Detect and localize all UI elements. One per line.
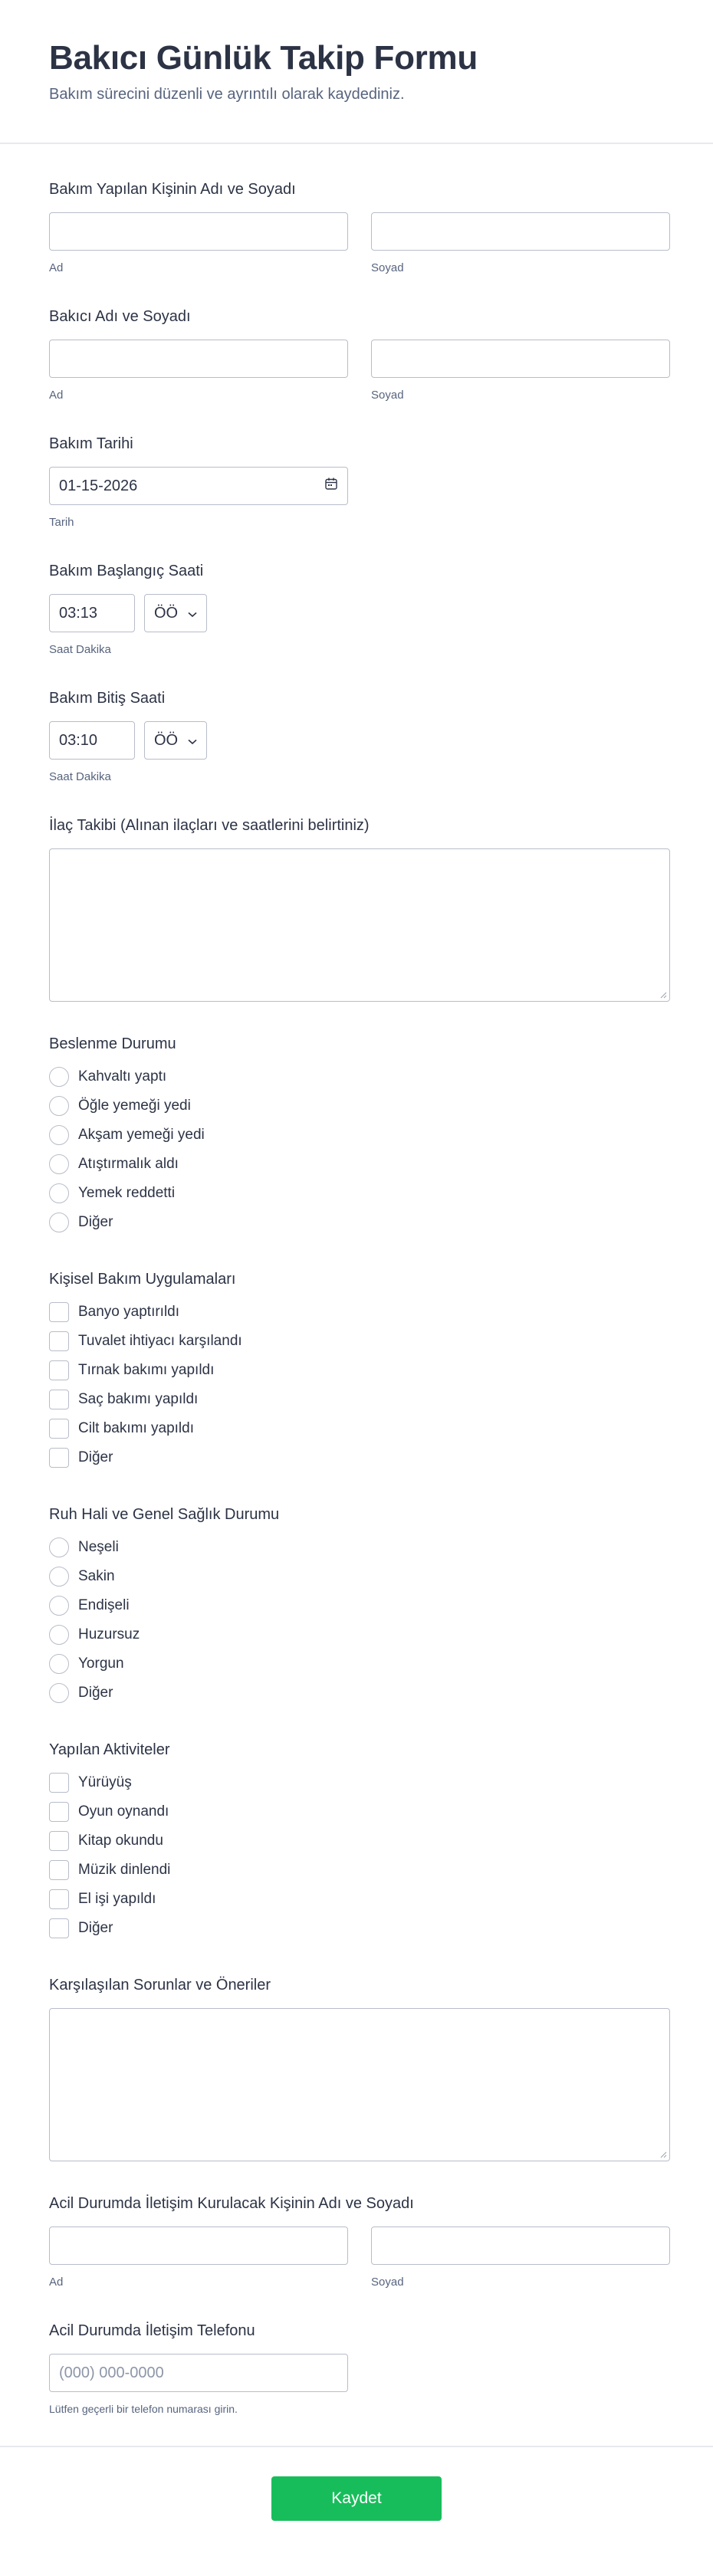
form-title: Bakıcı Günlük Takip Formu [49,39,478,77]
checkbox[interactable] [49,1773,69,1793]
form-header [0,0,713,144]
resize-grip-icon[interactable] [659,2151,667,2158]
mood-label: Ruh Hali ve Genel Sağlık Durumu [49,1506,280,1523]
chevron-down-icon [188,732,197,750]
start-time-input[interactable]: 03:13 [49,594,135,632]
radio-option[interactable] [49,1150,672,1179]
checkbox[interactable] [49,1360,69,1380]
nutrition-question [49,1035,672,1237]
option-label: Endişeli [78,1597,130,1613]
start-time-question [49,563,672,656]
radio-option[interactable] [49,1562,672,1591]
radio-option[interactable] [49,1591,672,1620]
activities-options [49,1768,672,1943]
checkbox-option[interactable] [49,1768,672,1797]
checkbox[interactable] [49,1448,69,1468]
checkbox[interactable] [49,1419,69,1439]
option-label: Diğer [78,1214,113,1230]
radio-option[interactable] [49,1620,672,1649]
checkbox-option[interactable] [49,1797,672,1826]
option-label: Saç bakımı yapıldı [78,1391,199,1407]
checkbox-option[interactable] [49,1356,672,1385]
checkbox-option[interactable] [49,1414,672,1443]
caregiver-last-name-sublabel: Soyad [371,389,404,402]
checkbox-option[interactable] [49,1385,672,1414]
checkbox-option[interactable] [49,1327,672,1356]
patient-first-name-sublabel: Ad [49,261,64,274]
radio-button[interactable] [49,1537,69,1557]
checkbox[interactable] [49,1331,69,1351]
emergency-last-name-sublabel: Soyad [371,2276,404,2289]
radio-button[interactable] [49,1625,69,1645]
checkbox[interactable] [49,1802,69,1822]
personal-care-question [49,1271,672,1472]
checkbox-option[interactable] [49,1443,672,1472]
checkbox[interactable] [49,1831,69,1851]
patient-last-name-sublabel: Soyad [371,261,404,274]
patient-last-name-input[interactable] [371,212,670,251]
option-label: Diğer [78,1685,113,1701]
option-label: Öğle yemeği yedi [78,1098,191,1114]
option-label: Cilt bakımı yapıldı [78,1420,194,1436]
issues-question [49,1977,672,2161]
mood-question [49,1506,672,1708]
start-time-ampm-value: ÖÖ [154,604,179,622]
emergency-phone-label: Acil Durumda İletişim Telefonu [49,2322,255,2339]
personal-care-options [49,1298,672,1472]
checkbox[interactable] [49,1390,69,1409]
form-subtitle: Bakım sürecini düzenli ve ayrıntılı olarak kaydediniz. [49,86,405,103]
option-label: Kahvaltı yaptı [78,1068,167,1085]
radio-option[interactable] [49,1062,672,1091]
nutrition-options [49,1062,672,1237]
medication-label: İlaç Takibi (Alınan ilaçları ve saatlerini belirtiniz) [49,817,370,834]
caregiver-name-question [49,308,672,402]
emergency-phone-placeholder: (000) 000-0000 [59,2364,164,2381]
emergency-phone-input[interactable] [49,2354,348,2392]
care-date-value: 01-15-2026 [59,477,138,494]
chevron-down-icon [188,605,197,622]
start-time-ampm-select[interactable] [144,594,207,632]
mood-options [49,1533,672,1708]
care-date-input[interactable] [49,467,348,505]
medication-textarea[interactable] [49,848,670,1002]
emergency-name-label: Acil Durumda İletişim Kurulacak Kişinin Adı ve Soyadı [49,2195,414,2212]
option-label: Sakin [78,1568,115,1584]
emergency-phone-question [49,2322,672,2415]
radio-button[interactable] [49,1683,69,1703]
option-label: Atıştırmalık aldı [78,1156,179,1172]
checkbox[interactable] [49,1918,69,1938]
emergency-last-name-input[interactable] [371,2227,670,2265]
radio-option[interactable] [49,1679,672,1708]
end-time-ampm-value: ÖÖ [154,731,179,749]
end-time-question [49,690,672,783]
form-body [0,181,713,2415]
checkbox[interactable] [49,1860,69,1880]
activities-question [49,1741,672,1943]
checkbox-option[interactable] [49,1298,672,1327]
option-label: Oyun oynandı [78,1803,169,1820]
option-label: Kitap okundu [78,1833,163,1849]
caregiver-name-label: Bakıcı Adı ve Soyadı [49,308,191,325]
option-label: El işi yapıldı [78,1891,156,1907]
calendar-icon[interactable] [324,477,338,495]
option-label: Diğer [78,1449,113,1465]
issues-textarea[interactable] [49,2008,670,2161]
radio-option[interactable] [49,1121,672,1150]
checkbox-option[interactable] [49,1856,672,1885]
checkbox[interactable] [49,1302,69,1322]
patient-name-label: Bakım Yapılan Kişinin Adı ve Soyadı [49,181,296,198]
care-date-label: Bakım Tarihi [49,435,133,452]
radio-button[interactable] [49,1596,69,1616]
option-label: Tırnak bakımı yapıldı [78,1362,215,1378]
caregiver-first-name-input[interactable] [49,340,348,378]
option-label: Huzursuz [78,1626,140,1642]
checkbox[interactable] [49,1889,69,1909]
radio-button[interactable] [49,1067,69,1087]
radio-option[interactable] [49,1533,672,1562]
option-label: Yürüyüş [78,1774,132,1790]
option-label: Müzik dinlendi [78,1862,171,1878]
resize-grip-icon[interactable] [659,991,667,999]
option-label: Akşam yemeği yedi [78,1127,205,1143]
emergency-name-question [49,2195,672,2289]
form-footer [0,2446,713,2541]
caregiver-first-name-sublabel: Ad [49,389,64,402]
radio-option[interactable] [49,1208,672,1237]
submit-button[interactable]: Kaydet [271,2476,442,2521]
option-label: Yemek reddetti [78,1185,176,1201]
medication-question [49,817,672,1002]
personal-care-label: Kişisel Bakım Uygulamaları [49,1271,236,1288]
emergency-first-name-input[interactable] [49,2227,348,2265]
start-time-label: Bakım Başlangıç Saati [49,563,204,579]
option-label: Diğer [78,1920,113,1936]
radio-button[interactable] [49,1154,69,1174]
checkbox-option[interactable] [49,1826,672,1856]
care-date-sublabel: Tarih [49,516,74,529]
radio-option[interactable] [49,1179,672,1208]
end-time-sublabel: Saat Dakika [49,770,111,783]
radio-button[interactable] [49,1125,69,1145]
patient-name-question [49,181,672,274]
option-label: Tuvalet ihtiyacı karşılandı [78,1333,242,1349]
issues-label: Karşılaşılan Sorunlar ve Öneriler [49,1977,271,1994]
patient-first-name-input[interactable] [49,212,348,251]
radio-button[interactable] [49,1567,69,1587]
activities-label: Yapılan Aktiviteler [49,1741,170,1758]
care-date-question [49,435,672,529]
radio-button[interactable] [49,1213,69,1232]
option-label: Neşeli [78,1539,119,1555]
checkbox-option[interactable] [49,1885,672,1914]
radio-option[interactable] [49,1091,672,1121]
end-time-ampm-select[interactable] [144,721,207,760]
radio-button[interactable] [49,1096,69,1116]
emergency-phone-hint: Lütfen geçerli bir telefon numarası girin. [49,2403,238,2415]
emergency-first-name-sublabel: Ad [49,2276,64,2289]
option-label: Banyo yaptırıldı [78,1304,180,1320]
start-time-sublabel: Saat Dakika [49,643,111,656]
radio-option[interactable] [49,1649,672,1679]
nutrition-label: Beslenme Durumu [49,1035,176,1052]
checkbox-option[interactable] [49,1914,672,1943]
end-time-label: Bakım Bitiş Saati [49,690,166,707]
option-label: Yorgun [78,1656,124,1672]
radio-button[interactable] [49,1183,69,1203]
end-time-input[interactable]: 03:10 [49,721,135,760]
radio-button[interactable] [49,1654,69,1674]
caregiver-last-name-input[interactable] [371,340,670,378]
